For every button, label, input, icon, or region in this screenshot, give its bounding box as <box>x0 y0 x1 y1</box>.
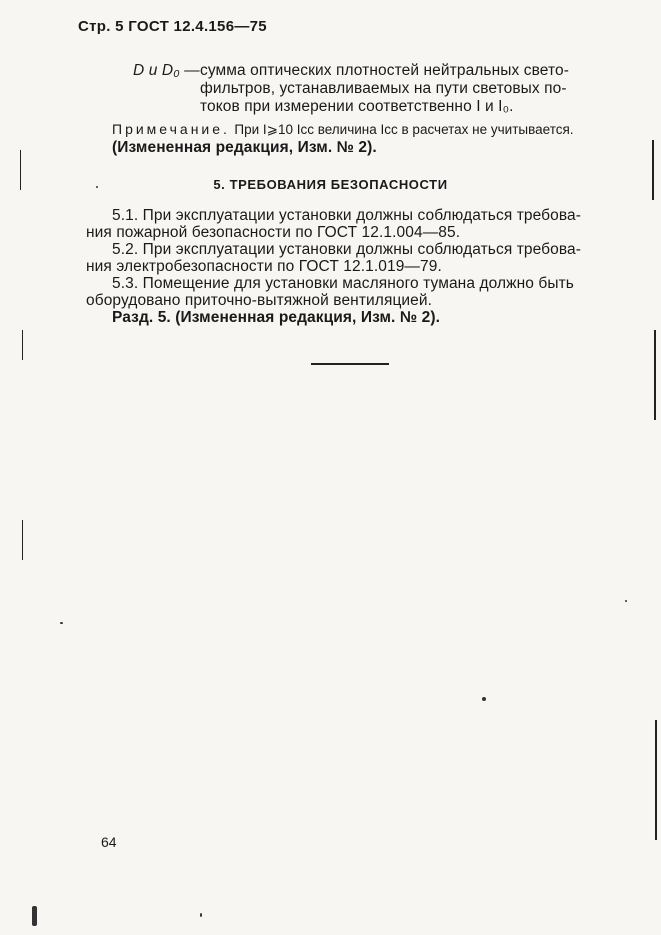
para-5-1-line-2: ния пожарной безопасности по ГОСТ 12.1.004—85. <box>86 224 461 241</box>
definition-symbol: D и D₀ — <box>133 62 200 79</box>
page-header: Стр. 5 ГОСТ 12.4.156—75 <box>78 18 267 35</box>
scan-speck <box>32 906 37 926</box>
para-5-3-line-1: 5.3. Помещение для установки масляного тумана должно быть <box>112 275 574 292</box>
scan-edge-mark <box>22 520 23 560</box>
scan-edge-mark <box>22 330 23 360</box>
section-divider <box>311 363 389 365</box>
scan-speck <box>60 622 63 624</box>
note-text: При I⩾10 Iсс величина Iсс в расчетах не учитывается. <box>234 122 574 137</box>
para-5-2-line-1: 5.2. При эксплуатации установки должны соблюдаться требова- <box>112 241 582 258</box>
scan-edge-mark <box>655 720 657 840</box>
note-label: Примечание. <box>112 121 230 137</box>
scan-speck <box>200 913 202 917</box>
revision-note-1: (Измененная редакция, Изм. № 2). <box>112 139 377 156</box>
section-title: 5. ТРЕБОВАНИЯ БЕЗОПАСНОСТИ <box>213 177 448 192</box>
section-revision-note: Разд. 5. (Измененная редакция, Изм. № 2). <box>112 309 441 326</box>
para-5-3-line-2: оборудовано приточно-вытяжной вентиляцией. <box>86 292 433 309</box>
para-5-1-line-1: 5.1. При эксплуатации установки должны соблюдаться требова- <box>112 207 582 224</box>
definition-line-2: фильтров, устанавливаемых на пути световых по- <box>200 80 567 97</box>
scan-edge-mark <box>20 150 21 190</box>
note-block <box>112 121 574 139</box>
page-number: 64 <box>101 834 117 850</box>
definition-line-1: сумма оптических плотностей нейтральных свето- <box>200 62 569 79</box>
para-5-2-line-2: ния электробезопасности по ГОСТ 12.1.019—79. <box>86 258 442 275</box>
scan-speck <box>482 697 486 701</box>
scan-edge-mark <box>654 330 656 420</box>
definition-line-3: токов при измерении соответственно I и I₀. <box>200 98 514 115</box>
scan-edge-mark <box>652 140 654 200</box>
scan-speck <box>96 186 98 188</box>
scan-speck <box>625 600 627 602</box>
